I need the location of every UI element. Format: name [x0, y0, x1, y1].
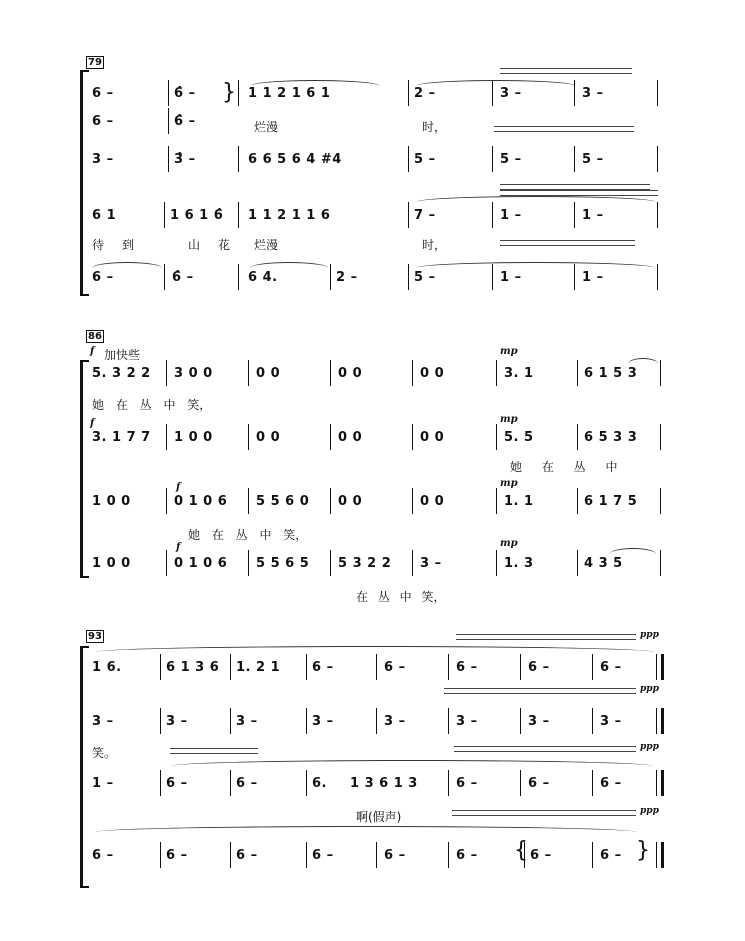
score-system-1 [0, 56, 745, 296]
slur [96, 826, 636, 832]
barline [657, 264, 658, 290]
note-cell: 6 4. [248, 270, 278, 285]
barline [408, 80, 409, 106]
note-cell: 6 1 [92, 208, 117, 223]
barline [238, 80, 239, 106]
note-cell: 6 5 3 3 [584, 430, 638, 445]
staff-row-2 [0, 114, 745, 136]
barline [412, 550, 413, 576]
barline [496, 360, 497, 386]
note-cell: 1. 3 [504, 556, 534, 571]
lyric: 啊(假声) [356, 810, 402, 824]
barline [306, 842, 307, 868]
slur [628, 358, 658, 364]
staff-row-4 [0, 838, 745, 870]
note-cell: 3 – [500, 86, 522, 101]
slur [92, 262, 162, 268]
barline [330, 488, 331, 514]
hairpin [500, 240, 635, 246]
tempo-marking: 加快些 [104, 348, 141, 362]
barline [230, 654, 231, 680]
staff-row-4 [0, 556, 745, 578]
barline [520, 708, 521, 734]
note-cell: 3̂ – [174, 152, 196, 167]
barline [166, 424, 167, 450]
barline [168, 108, 169, 134]
measure-number: 86 [88, 331, 102, 342]
staff-row-1 [0, 80, 745, 108]
note-cell: 5 – [414, 152, 436, 167]
barline [164, 202, 165, 228]
barline [230, 770, 231, 796]
note-cell: 4 3 5 [584, 556, 623, 571]
barline [166, 488, 167, 514]
barline [330, 264, 331, 290]
note-cell: 6 – [600, 660, 622, 675]
barline [306, 708, 307, 734]
dynamic-f: f [176, 482, 181, 493]
note-cell: 1 1 2 1 1 6 [248, 208, 331, 223]
final-barline [656, 654, 664, 680]
lyric: 她 在 丛 中 笑， [92, 398, 212, 412]
hairpin [444, 688, 636, 694]
staff-row-3 [0, 776, 745, 798]
note-cell: 1 – [500, 270, 522, 285]
lyric: 到 [122, 238, 135, 252]
note-cell: 1. 1 [504, 494, 534, 509]
lyric: 在 丛 中 笑， [356, 590, 446, 604]
staff-row-1 [0, 660, 745, 682]
barline [592, 708, 593, 734]
hairpin [452, 810, 636, 816]
note-cell: 1 1 2 1 6 1 [248, 86, 331, 101]
note-cell: 6 – [456, 848, 478, 863]
note-cell: 3 – [528, 714, 550, 729]
barline [168, 146, 169, 172]
note-cell: 6 – [456, 660, 478, 675]
note-cell: 3 – [312, 714, 334, 729]
note-cell: 6 – [600, 776, 622, 791]
hairpin [494, 126, 634, 132]
note-cell: 2 – [414, 86, 436, 101]
barline [160, 654, 161, 680]
note-cell: 5 5 6 0 [256, 494, 310, 509]
barline [657, 80, 658, 106]
note-cell: 6 – [384, 660, 406, 675]
staff-row-1 [0, 366, 745, 388]
note-cell: 3 – [600, 714, 622, 729]
note-cell: 6 – [236, 776, 258, 791]
barline [376, 842, 377, 868]
barline [520, 770, 521, 796]
note-cell: 1 3 6 1 3 [350, 776, 418, 791]
dynamic-ppp: ppp [640, 806, 659, 816]
barline [168, 80, 169, 106]
barline [412, 424, 413, 450]
note-cell: 6 – [528, 660, 550, 675]
slur [250, 80, 380, 86]
barline [164, 264, 165, 290]
note-cell: 3 – [92, 714, 114, 729]
barline [408, 264, 409, 290]
system-bracket [80, 360, 83, 578]
barline [574, 202, 575, 228]
barline [408, 202, 409, 228]
barline [496, 488, 497, 514]
note-cell: 0 0 [420, 430, 445, 445]
note-cell: 0 0 [256, 430, 281, 445]
note-cell: 5 – [582, 152, 604, 167]
barline [448, 654, 449, 680]
barline [448, 708, 449, 734]
barline [592, 770, 593, 796]
note-cell: 3 – [92, 152, 114, 167]
lyric: 待 [92, 238, 105, 252]
lyric: 她 在 丛 中 笑， [188, 528, 308, 542]
note-cell: 5 – [414, 270, 436, 285]
barline [577, 488, 578, 514]
note-cell: 6̂ – [174, 86, 196, 101]
barline [248, 488, 249, 514]
barline [412, 488, 413, 514]
note-cell: 6 – [384, 848, 406, 863]
barline [496, 550, 497, 576]
barline [592, 654, 593, 680]
dynamic-ppp: ppp [640, 742, 659, 752]
lyric: 烂漫 [254, 120, 279, 134]
dynamic-mp: mp [500, 414, 518, 425]
note-cell: 3 – [582, 86, 604, 101]
barline [160, 708, 161, 734]
note-cell: 6̂ – [174, 114, 196, 129]
note-cell: 3. 1 [504, 366, 534, 381]
barline [238, 146, 239, 172]
note-cell: 5 3 2 2 [338, 556, 392, 571]
note-cell: 0 0 [420, 366, 445, 381]
note-cell: 6. [312, 776, 327, 791]
note-cell: 3. 1 7 7 [92, 430, 151, 445]
slur [96, 646, 654, 652]
barline [520, 654, 521, 680]
brace: { [514, 838, 528, 863]
barline [412, 360, 413, 386]
note-cell: 6 – [92, 86, 114, 101]
barline [448, 770, 449, 796]
barline [660, 550, 661, 576]
note-cell: 0 1 0 6 [174, 494, 228, 509]
note-cell: 2 – [336, 270, 358, 285]
note-cell: 5. 5 [504, 430, 534, 445]
note-cell: 6 1 5 3 [584, 366, 638, 381]
hairpin [170, 748, 258, 754]
dynamic-f: f [90, 346, 95, 357]
barline [248, 550, 249, 576]
note-cell: 1 0 0 [92, 494, 131, 509]
note-cell: 1 – [500, 208, 522, 223]
barline [376, 708, 377, 734]
staff-row-4 [0, 208, 745, 230]
note-cell: 6̂ – [172, 270, 194, 285]
note-cell: 6 – [312, 848, 334, 863]
barline [660, 424, 661, 450]
note-cell: 6 6 5 6 4 #4 [248, 152, 342, 167]
slur [416, 262, 656, 268]
measure-number: 79 [88, 57, 102, 68]
note-cell: 0 0 [256, 366, 281, 381]
barline [448, 842, 449, 868]
lyric: 她 在 丛 中 [510, 460, 618, 474]
note-cell: 3 – [420, 556, 442, 571]
lyric: 山 [188, 238, 201, 252]
note-cell: 1 6. [92, 660, 122, 675]
note-cell: 1 6 1 6̂ [170, 208, 224, 223]
note-cell: 5 5 6 5 [256, 556, 310, 571]
note-cell: 1 – [582, 208, 604, 223]
dynamic-mp: mp [500, 538, 518, 549]
barline [160, 770, 161, 796]
lyric: 时， [422, 120, 447, 134]
note-cell: 6 – [528, 776, 550, 791]
barline [248, 424, 249, 450]
hairpin [500, 190, 658, 196]
note-cell: 5 – [500, 152, 522, 167]
barline [160, 842, 161, 868]
staff-row-3 [0, 494, 745, 516]
barline [238, 264, 239, 290]
barline [306, 770, 307, 796]
note-cell: 6 – [456, 776, 478, 791]
note-cell: 0 0 [338, 366, 363, 381]
measure-number: 93 [88, 631, 102, 642]
slur [172, 760, 652, 766]
note-cell: 6 – [166, 848, 188, 863]
barline [492, 146, 493, 172]
note-cell: 6 – [92, 848, 114, 863]
dynamic-ppp: ppp [640, 684, 659, 694]
brace: } [222, 80, 236, 105]
barline [577, 424, 578, 450]
note-cell: 6 – [166, 776, 188, 791]
dynamic-f: f [176, 542, 181, 553]
barline [492, 202, 493, 228]
barline [248, 360, 249, 386]
barline [657, 146, 658, 172]
dynamic-mp: mp [500, 346, 518, 357]
note-cell: 3 – [166, 714, 188, 729]
note-cell: 6 – [530, 848, 552, 863]
barline [660, 488, 661, 514]
hairpin [454, 746, 636, 752]
dynamic-f: f [90, 418, 95, 429]
note-cell: 6 1 3 6 [166, 660, 220, 675]
staff-row-5 [0, 270, 745, 292]
barline [330, 424, 331, 450]
slur [416, 80, 576, 86]
barline [230, 708, 231, 734]
barline [238, 202, 239, 228]
slur [610, 548, 656, 554]
note-cell: 6 – [312, 660, 334, 675]
barline [657, 202, 658, 228]
barline [330, 550, 331, 576]
barline [330, 360, 331, 386]
note-cell: 1 0 0 [92, 556, 131, 571]
barline [577, 550, 578, 576]
note-cell: 3 – [456, 714, 478, 729]
barline [306, 654, 307, 680]
barline [577, 360, 578, 386]
final-barline [656, 708, 664, 734]
note-cell: 7 – [414, 208, 436, 223]
note-cell: 6 – [600, 848, 622, 863]
note-cell: 1. 2 1 [236, 660, 281, 675]
note-cell: 1 – [92, 776, 114, 791]
hairpin [456, 634, 636, 640]
lyric: 烂漫 [254, 238, 279, 252]
staff-row-2 [0, 430, 745, 452]
barline [574, 146, 575, 172]
score-system-3 [0, 630, 745, 890]
note-cell: 5. 3 2 2 [92, 366, 151, 381]
barline [166, 360, 167, 386]
staff-row-3 [0, 152, 745, 174]
note-cell: 6 – [236, 848, 258, 863]
note-cell: 6 – [92, 270, 114, 285]
note-cell: 1 0 0 [174, 430, 213, 445]
barline [408, 146, 409, 172]
note-cell: 0 0 [338, 494, 363, 509]
lyric: 时， [422, 238, 447, 252]
barline [230, 842, 231, 868]
barline [496, 424, 497, 450]
barline [524, 842, 525, 868]
note-cell: 6 – [92, 114, 114, 129]
note-cell: 1 – [582, 270, 604, 285]
dynamic-mp: mp [500, 478, 518, 489]
note-cell: 6 1 7 5 [584, 494, 638, 509]
note-cell: 3 – [384, 714, 406, 729]
lyric: 笑。 [92, 746, 117, 760]
final-barline [656, 770, 664, 796]
dynamic-ppp: ppp [640, 630, 659, 640]
barline [376, 654, 377, 680]
hairpin [500, 68, 632, 74]
slur [416, 196, 656, 202]
barline [660, 360, 661, 386]
final-barline [656, 842, 664, 868]
note-cell: 3 0 0 [174, 366, 213, 381]
note-cell: 0 1 0 6 [174, 556, 228, 571]
barline [592, 842, 593, 868]
score-system-2 [0, 330, 745, 580]
slur [250, 262, 328, 268]
staff-row-2 [0, 714, 745, 736]
note-cell: 0 0 [338, 430, 363, 445]
barline [166, 550, 167, 576]
lyric: 花 [218, 238, 231, 252]
note-cell: 3 – [236, 714, 258, 729]
brace: } [636, 838, 650, 863]
note-cell: 0 0 [420, 494, 445, 509]
